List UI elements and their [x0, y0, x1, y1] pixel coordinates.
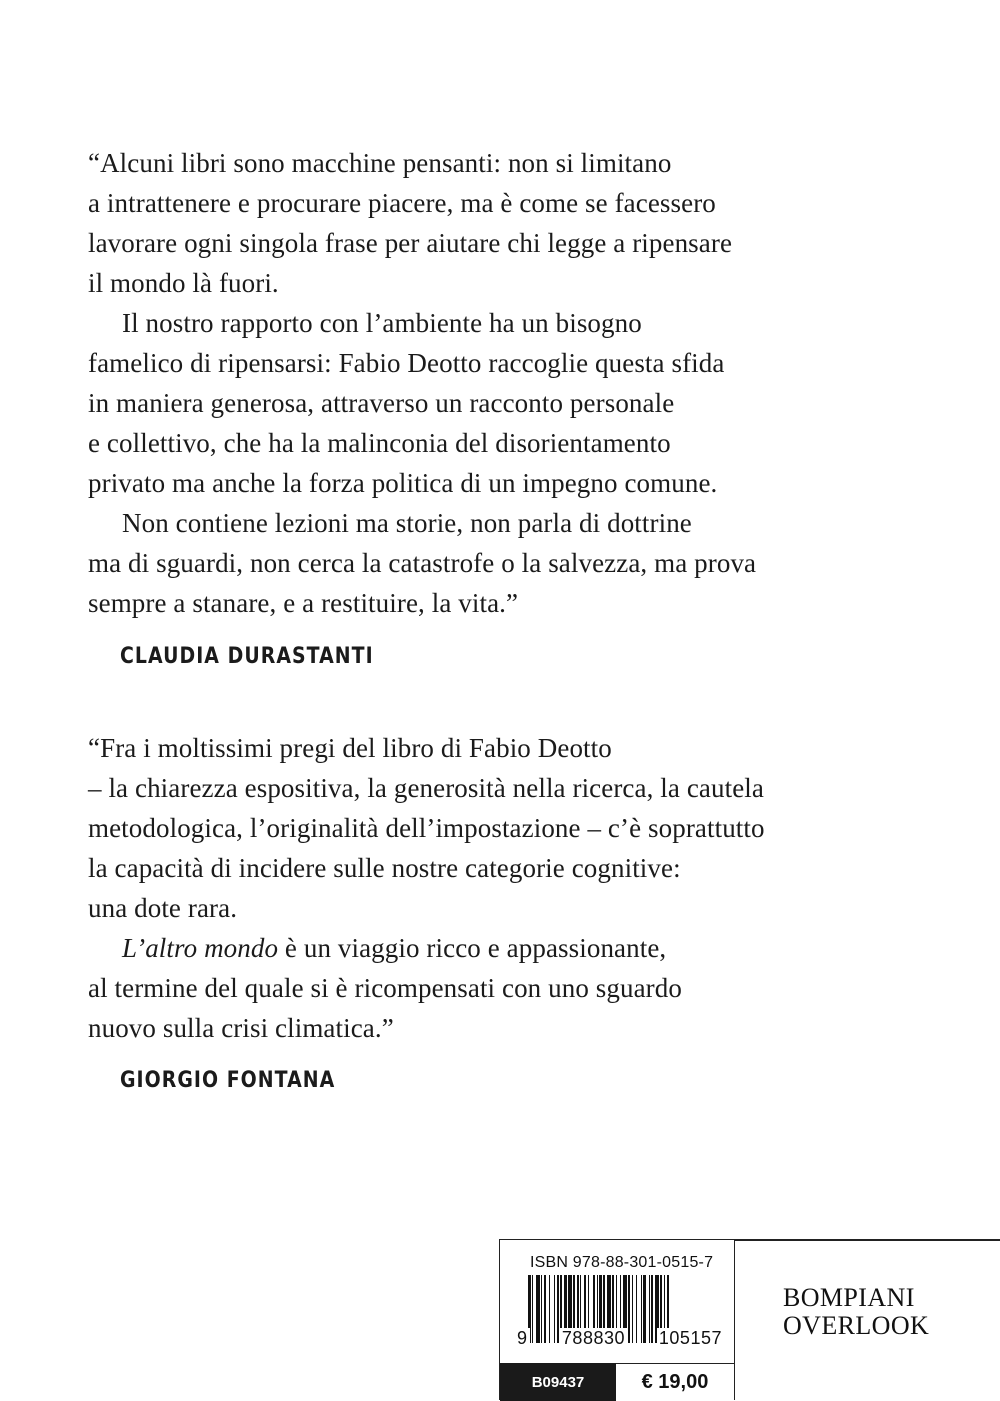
product-code: B09437	[500, 1363, 616, 1401]
text-fragment: è un viaggio ricco e appassionante,	[278, 933, 667, 963]
text-line: la capacità di incidere sulle nostre categorie cognitive:	[88, 853, 681, 883]
barcode-digit-group: 105157	[658, 1328, 722, 1348]
text-line: – la chiarezza espositiva, la generosità nella ricerca, la cautela	[88, 773, 764, 803]
publisher-logo	[783, 1284, 929, 1340]
divider	[735, 1239, 1000, 1241]
barcode-digit-prefix: 9	[514, 1328, 530, 1349]
quote-giorgio-fontana	[88, 728, 788, 1048]
publisher-line: OVERLOOK	[783, 1311, 930, 1340]
text-line: e collettivo, che ha la malinconia del disorientamento	[88, 428, 671, 458]
text-line: il mondo là fuori.	[88, 268, 279, 298]
book-title: L’altro mondo	[122, 933, 279, 963]
publisher-line: BOMPIANI	[783, 1283, 915, 1312]
paragraph	[88, 928, 788, 1048]
text-line: famelico di ripensarsi: Fabio Deotto raccoglie questa sfida	[88, 348, 725, 378]
text-line: sempre a stanare, e a restituire, la vita.”	[88, 588, 519, 618]
price: € 19,00	[616, 1363, 734, 1401]
text-line: “Alcuni libri sono macchine pensanti: non si limitano	[88, 148, 672, 178]
text-line: al termine del quale si è ricompensati con uno sguardo	[88, 973, 682, 1003]
text-line: a intrattenere e procurare piacere, ma è come se facessero	[88, 188, 716, 218]
quote-author: CLAUDIA DURASTANTI	[120, 644, 374, 669]
text-line: Non contiene lezioni ma storie, non parla di dottrine	[122, 508, 692, 538]
barcode-digits	[514, 1328, 724, 1349]
text-line: metodologica, l’originalità dell’impostazione – c’è soprattutto	[88, 813, 765, 843]
barcode-digit-group: 788830	[561, 1328, 625, 1348]
paragraph	[88, 143, 788, 303]
barcode-panel	[499, 1239, 735, 1400]
text-line: “Fra i moltissimi pregi del libro di Fabio Deotto	[88, 733, 612, 763]
quote-claudia-durastanti	[88, 143, 788, 623]
text-line: lavorare ogni singola frase per aiutare chi legge a ripensare	[88, 228, 733, 258]
text-line: nuovo sulla crisi climatica.”	[88, 1013, 394, 1043]
isbn-label: ISBN 978-88-301-0515-7	[530, 1254, 714, 1271]
paragraph	[88, 503, 788, 623]
text-line: una dote rara.	[88, 893, 238, 923]
text-line: in maniera generosa, attraverso un racconto personale	[88, 388, 675, 418]
paragraph	[88, 303, 788, 503]
quote-author: GIORGIO FONTANA	[120, 1068, 336, 1093]
text-line: ma di sguardi, non cerca la catastrofe o la salvezza, ma prova	[88, 548, 757, 578]
text-line	[88, 928, 788, 968]
paragraph	[88, 728, 788, 928]
text-line: privato ma anche la forza politica di un impegno comune.	[88, 468, 718, 498]
text-line: Il nostro rapporto con l’ambiente ha un bisogno	[122, 308, 642, 338]
